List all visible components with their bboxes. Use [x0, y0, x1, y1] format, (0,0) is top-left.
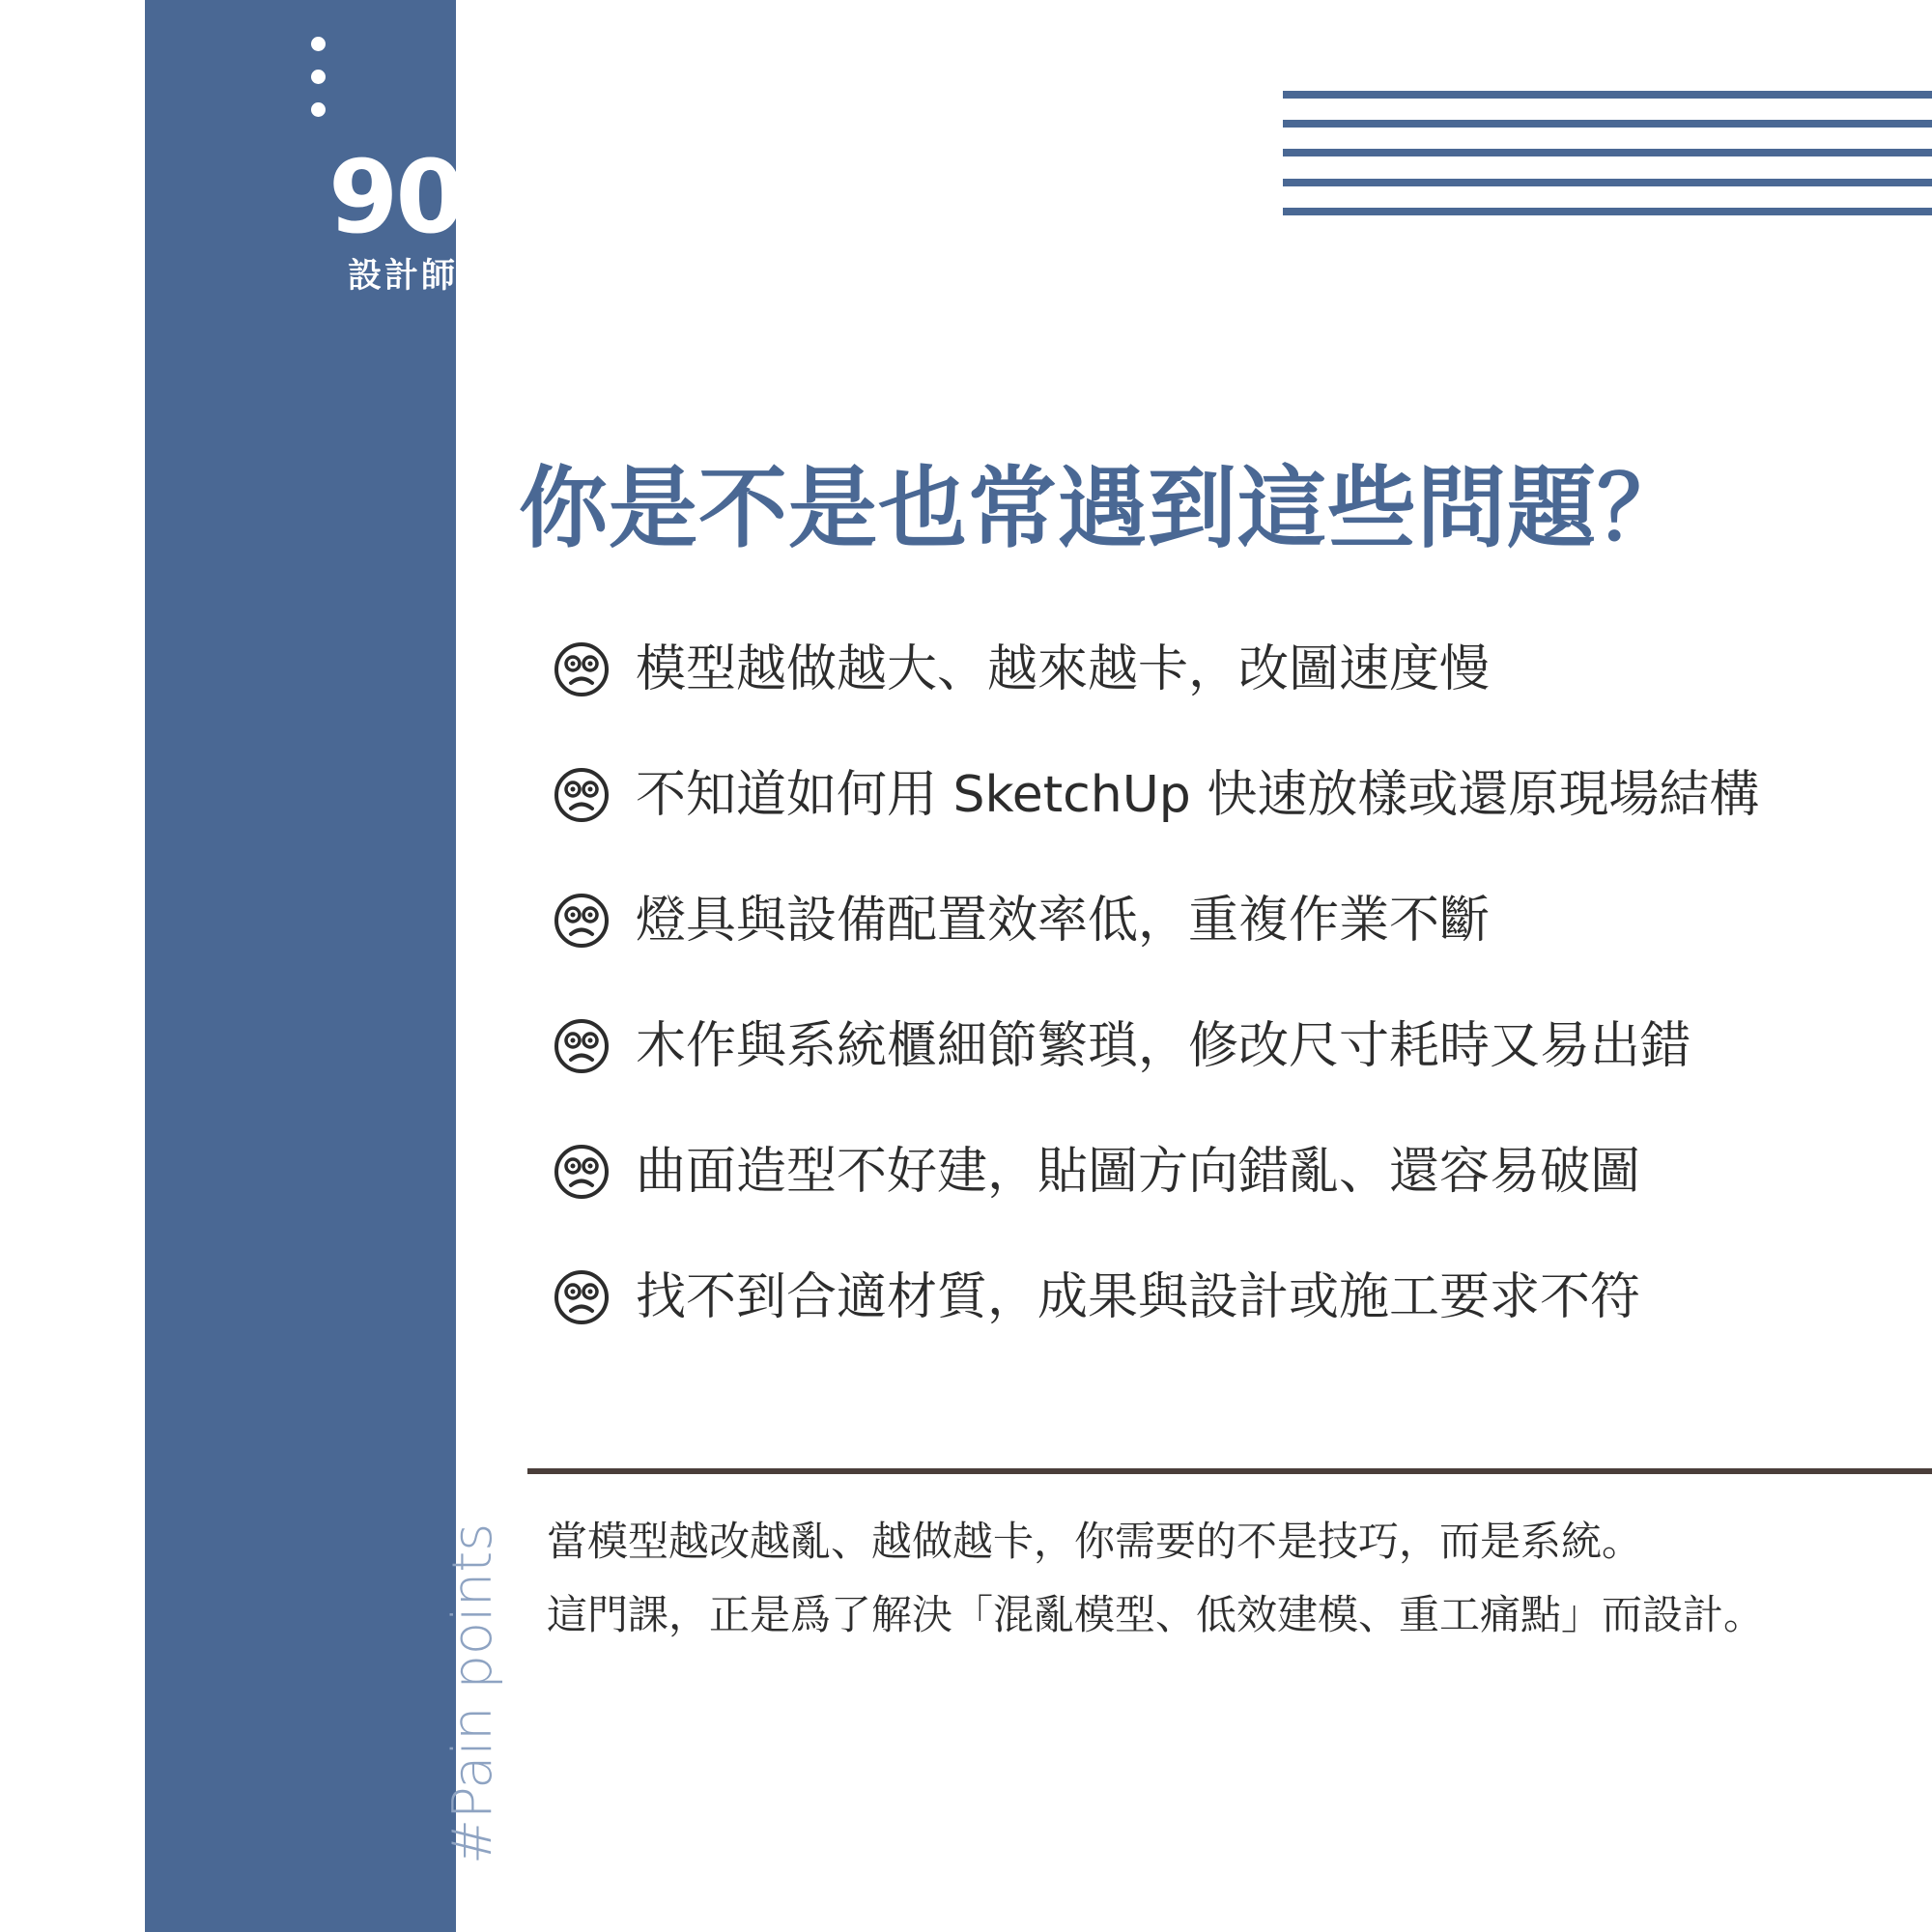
list-item	[553, 1135, 1924, 1261]
list-item	[553, 1261, 1924, 1386]
worried-face-icon	[553, 766, 611, 824]
pain-points-tag: #Pain points	[441, 1522, 504, 1864]
page-title: 你是不是也常遇到這些問題？	[519, 457, 1688, 560]
sidebar-panel	[145, 0, 560, 1932]
worried-face-icon	[553, 1017, 611, 1075]
summary-line-2: 這門課，正是爲了解決「混亂模型、低效建模、重工痛點」而設計。	[547, 1591, 1765, 1638]
issue-text: 模型越做越大、越來越卡，改圖速度慢	[636, 640, 1491, 698]
decorative-stripes	[1283, 91, 1932, 216]
stat-value: 90%	[328, 138, 560, 256]
worried-face-icon	[553, 892, 611, 950]
list-item	[553, 884, 1924, 1009]
worried-face-icon	[553, 640, 611, 698]
issue-list	[553, 633, 1924, 1386]
list-item	[553, 758, 1924, 884]
summary-text	[547, 1505, 1918, 1652]
issue-text: 找不到合適材質，成果與設計或施工要求不符	[636, 1268, 1641, 1326]
worried-face-icon	[553, 1268, 611, 1326]
issue-text: 燈具與設備配置效率低，重複作業不斷	[636, 892, 1491, 950]
issue-text: 木作與系統櫃細節繁瑣，修改尺寸耗時又易出錯	[636, 1017, 1691, 1075]
issue-text: 曲面造型不好建，貼圖方向錯亂、還容易破圖	[636, 1143, 1641, 1201]
issue-text: 不知道如何用 SketchUp 快速放樣或還原現場結構	[636, 766, 1760, 824]
summary-line-1: 當模型越改越亂、越做越卡，你需要的不是技巧，而是系統。	[547, 1518, 1643, 1565]
list-item	[553, 1009, 1924, 1135]
worried-face-icon	[553, 1143, 611, 1201]
more-dots-icon	[311, 37, 327, 124]
stat-label: 設計師困境	[348, 257, 532, 296]
section-divider	[527, 1468, 1932, 1474]
list-item	[553, 633, 1924, 758]
